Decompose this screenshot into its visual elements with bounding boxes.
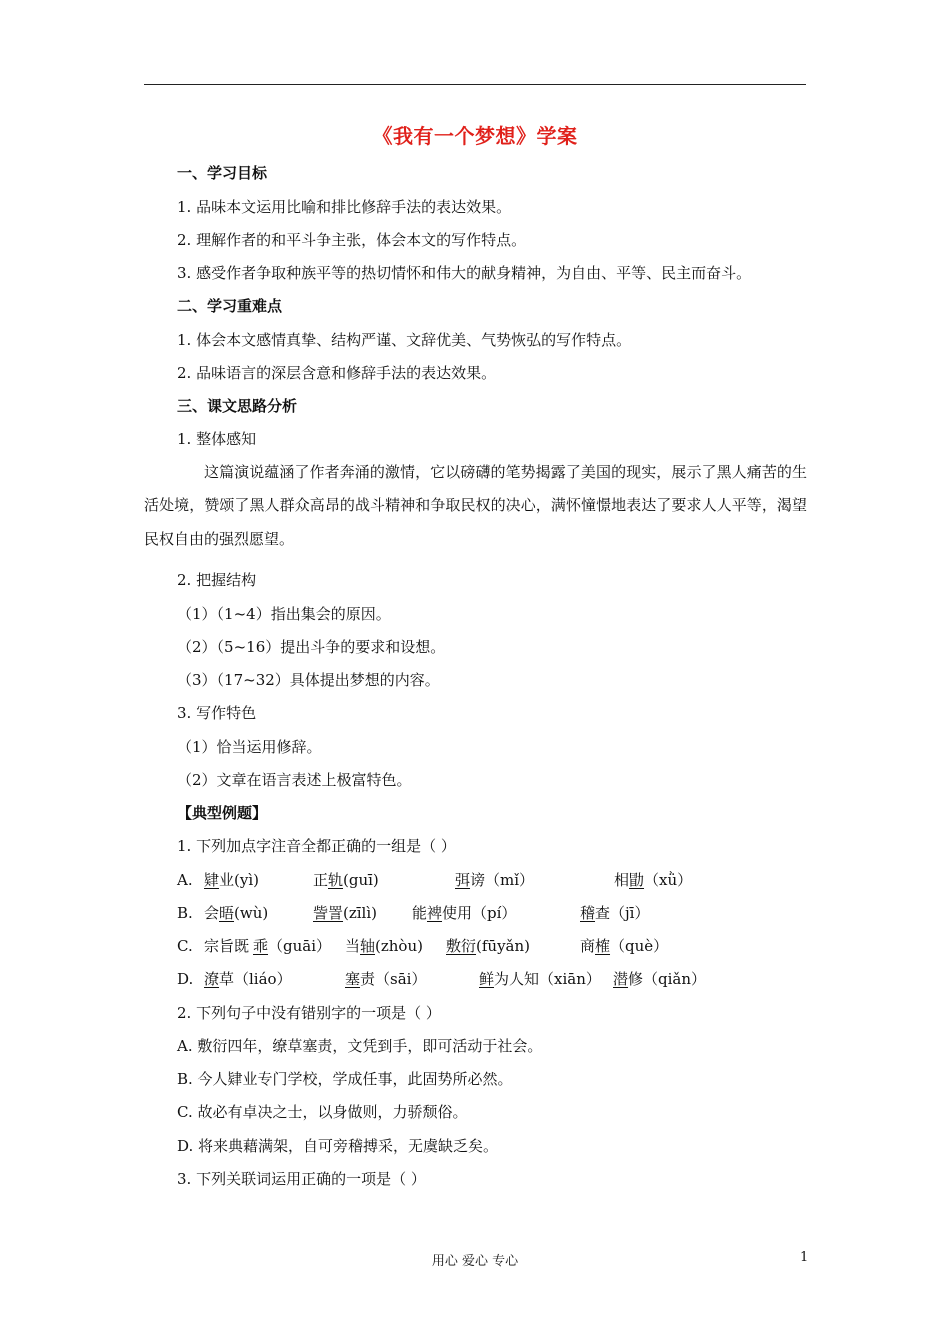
option-text: （xǜ） [644, 871, 693, 889]
option-label: A. [177, 871, 193, 889]
subheading-structure: 2. 把握结构 [177, 571, 257, 589]
option-text: 责（sāi） [360, 970, 427, 988]
page-number: 1 [800, 1250, 809, 1265]
option-text: 正 [313, 871, 329, 889]
dotted-char: 潦 [204, 970, 220, 988]
header-rule [144, 84, 806, 85]
question-2: 2. 下列句子中没有错别字的一项是（ ） [177, 1004, 441, 1022]
dotted-char: 訾 [313, 904, 329, 922]
dotted-char: 勖 [629, 871, 645, 889]
option-text: (guī) [343, 871, 379, 889]
option-text: 宗旨既 [204, 937, 250, 955]
subheading-overall: 1. 整体感知 [177, 430, 257, 448]
question-3: 3. 下列关联词运用正确的一项是（ ） [177, 1170, 426, 1188]
section-heading-keypoints: 二、学习重难点 [177, 297, 283, 315]
goal-item: 2. 理解作者的和平斗争主张，体会本文的写作特点。 [177, 231, 527, 249]
option-text: (wù) [234, 904, 269, 922]
dotted-char: 弭 [455, 871, 471, 889]
dotted-char: 轴 [360, 937, 376, 955]
q2-option: A. 敷衍四年，缭草塞责，文凭到手，即可活动于社会。 [177, 1037, 543, 1055]
dotted-char: 乖 [253, 937, 269, 955]
option-text: 商 [580, 937, 596, 955]
option-text: (zīlì) [343, 904, 377, 922]
option-text: 谤（mǐ） [470, 871, 535, 889]
overall-paragraph: 这篇演说蕴涵了作者奔涌的激情，它以磅礴的笔势揭露了美国的现实，展示了黑人痛苦的生活处境，赞颂了黑人群众高昂的战斗精神和争取民权的决心，满怀憧憬地表达了要求人人平等，渴望民权自由的强烈愿望。 [144, 463, 807, 548]
dotted-char: 詈 [328, 904, 344, 922]
structure-item: （3）（17~32）具体提出梦想的内容。 [177, 671, 440, 689]
option-text: 为人知（xiān） [494, 970, 601, 988]
subheading-features: 3. 写作特色 [177, 704, 257, 722]
dotted-char: 塞 [345, 970, 361, 988]
dotted-char: 裨 [427, 904, 443, 922]
option-label: D. [177, 970, 194, 988]
dotted-char: 晤 [219, 904, 235, 922]
dotted-char: 榷 [595, 937, 611, 955]
option-label: C. [177, 937, 193, 955]
dotted-char: 敷衍 [446, 937, 477, 955]
structure-item: （1）（1~4）指出集会的原因。 [177, 605, 391, 623]
dotted-char: 鲜 [479, 970, 495, 988]
page-footer: 用心 爱心 专心 [431, 1254, 519, 1269]
question-1: 1. 下列加点字注音全都正确的一组是（ ） [177, 837, 456, 855]
option-text: 能 [412, 904, 428, 922]
option-text: (zhòu) [375, 937, 423, 955]
goal-item: 3. 感受作者争取种族平等的热切情怀和伟大的献身精神，为自由、平等、民主而奋斗。 [177, 264, 752, 282]
option-text: 会 [204, 904, 220, 922]
option-text: 修（qiǎn） [628, 970, 707, 988]
dotted-char: 稽 [580, 904, 596, 922]
option-text: 业(yì) [219, 871, 259, 889]
page-title: 《我有一个梦想》学案 [372, 124, 578, 148]
q2-option: C. 故必有卓决之士，以身做则，力骄颓俗。 [177, 1103, 468, 1121]
dotted-char: 潜 [613, 970, 629, 988]
section-heading-analysis: 三、课文思路分析 [177, 397, 298, 415]
option-text: （guāi） [268, 937, 332, 955]
structure-item: （2）（5~16）提出斗争的要求和设想。 [177, 638, 446, 656]
dotted-char: 肄 [204, 871, 220, 889]
option-label: B. [177, 904, 193, 922]
section-heading-examples: 【典型例题】 [177, 804, 268, 822]
option-text: (fūyǎn) [476, 937, 530, 955]
option-text: 相 [614, 871, 630, 889]
option-text: 查（jī） [595, 904, 650, 922]
feature-item: （1）恰当运用修辞。 [177, 738, 322, 756]
option-text: （què） [610, 937, 669, 955]
keypoint-item: 2. 品味语言的深层含意和修辞手法的表达效果。 [177, 364, 497, 382]
option-text: 使用（pí） [442, 904, 517, 922]
option-text: 当 [345, 937, 361, 955]
dotted-char: 轨 [328, 871, 344, 889]
option-text: 草（liáo） [219, 970, 292, 988]
q2-option: B. 今人肄业专门学校，学成任事，此固势所必然。 [177, 1070, 513, 1088]
keypoint-item: 1. 体会本文感情真挚、结构严谨、文辞优美、气势恢弘的写作特点。 [177, 331, 632, 349]
feature-item: （2）文章在语言表述上极富特色。 [177, 771, 412, 789]
goal-item: 1. 品味本文运用比喻和排比修辞手法的表达效果。 [177, 198, 512, 216]
q2-option: D. 将来典藉满架，自可旁稽搏采，无虞缺乏矣。 [177, 1137, 499, 1155]
section-heading-goals: 一、学习目标 [177, 164, 268, 182]
